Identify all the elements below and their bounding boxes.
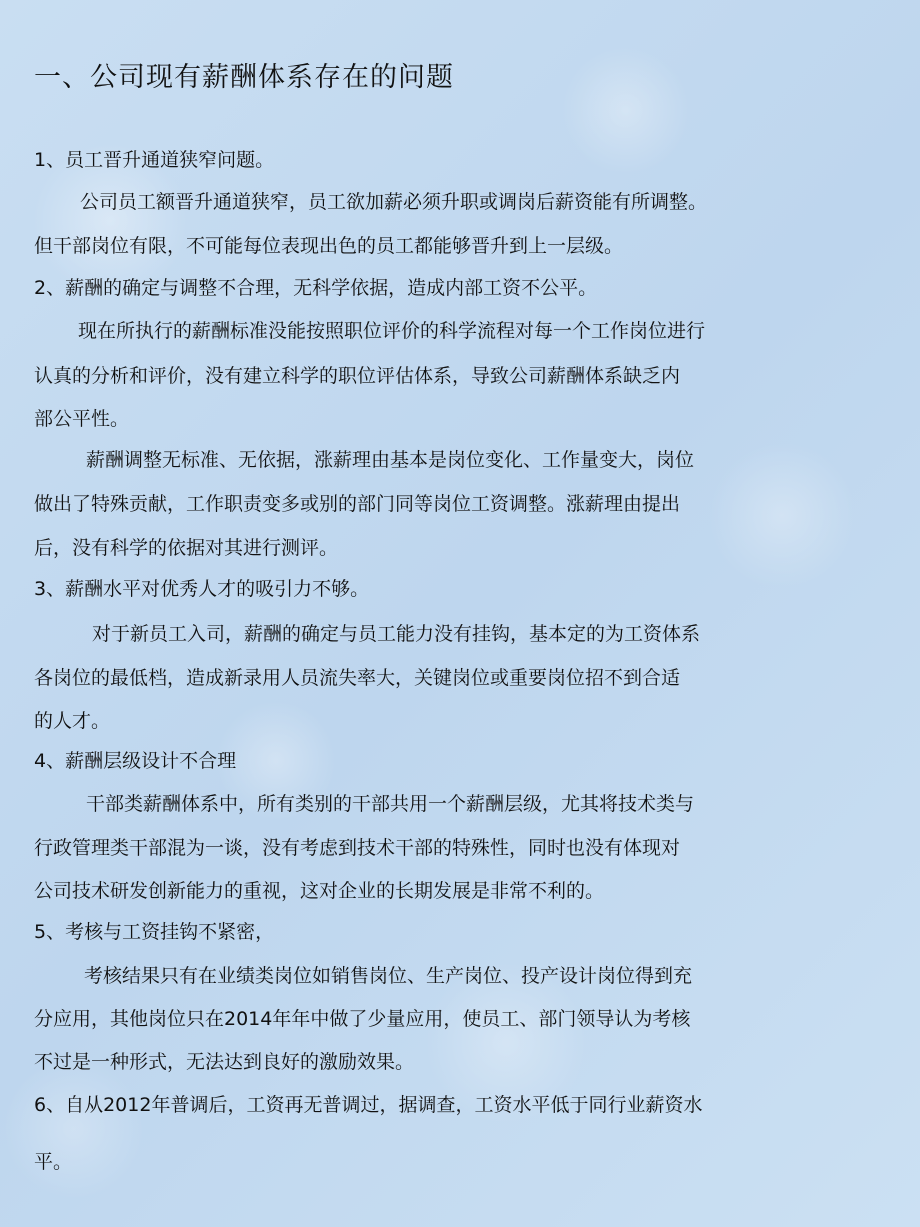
paragraph-line: 公司技术研发创新能力的重视，这对企业的长期发展是非常不利的。 [34, 880, 605, 902]
paragraph-line: 认真的分析和评价，没有建立科学的职位评估体系，导致公司薪酬体系缺乏内 [34, 365, 681, 387]
paragraph-line: 后，没有科学的依据对其进行测评。 [34, 537, 339, 559]
paragraph-line: 公司员工额晋升通道狭窄，员工欲加薪必须升职或调岗后薪资能有所调整。 [80, 191, 708, 213]
paragraph-line: 薪酬调整无标准、无依据，涨薪理由基本是岗位变化、工作量变大，岗位 [86, 449, 695, 471]
paragraph-line: 的人才。 [34, 710, 111, 732]
heading-3: 3、薪酬水平对优秀人才的吸引力不够。 [34, 578, 370, 600]
paragraph-line: 干部类薪酬体系中，所有类别的干部共用一个薪酬层级，尤其将技术类与 [86, 793, 695, 815]
paragraph-line: 做出了特殊贡献，工作职责变多或别的部门同等岗位工资调整。涨薪理由提出 [34, 493, 681, 515]
paragraph-line: 现在所执行的薪酬标准没能按照职位评价的科学流程对每一个工作岗位进行 [78, 320, 706, 342]
paragraph-line: 部公平性。 [34, 408, 130, 430]
paragraph-line: 但干部岗位有限，不可能每位表现出色的员工都能够晋升到上一层级。 [34, 235, 624, 257]
paragraph-line: 分应用，其他岗位只在2014年年中做了少量应用，使员工、部门领导认为考核 [34, 1008, 691, 1030]
heading-2: 2、薪酬的确定与调整不合理，无科学依据，造成内部工资不公平。 [34, 277, 598, 299]
paragraph-line: 不过是一种形式，无法达到良好的激励效果。 [34, 1051, 415, 1073]
paragraph-line: 平。 [34, 1151, 73, 1173]
paragraph-line: 各岗位的最低档，造成新录用人员流失率大，关键岗位或重要岗位招不到合适 [34, 667, 681, 689]
paragraph-line: 对于新员工入司，薪酬的确定与员工能力没有挂钩，基本定的为工资体系 [92, 623, 701, 645]
paragraph-line: 考核结果只有在业绩类岗位如销售岗位、生产岗位、投产设计岗位得到充 [84, 965, 693, 987]
document-title: 一、公司现有薪酬体系存在的问题 [34, 62, 454, 93]
heading-5: 5、考核与工资挂钩不紧密， [34, 921, 275, 943]
heading-4: 4、薪酬层级设计不合理 [34, 750, 237, 772]
heading-1: 1、员工晋升通道狭窄问题。 [34, 149, 275, 171]
heading-6: 6、自从2012年普调后，工资再无普调过，据调查，工资水平低于同行业薪资水 [34, 1094, 703, 1116]
paragraph-line: 行政管理类干部混为一谈，没有考虑到技术干部的特殊性，同时也没有体现对 [34, 837, 681, 859]
